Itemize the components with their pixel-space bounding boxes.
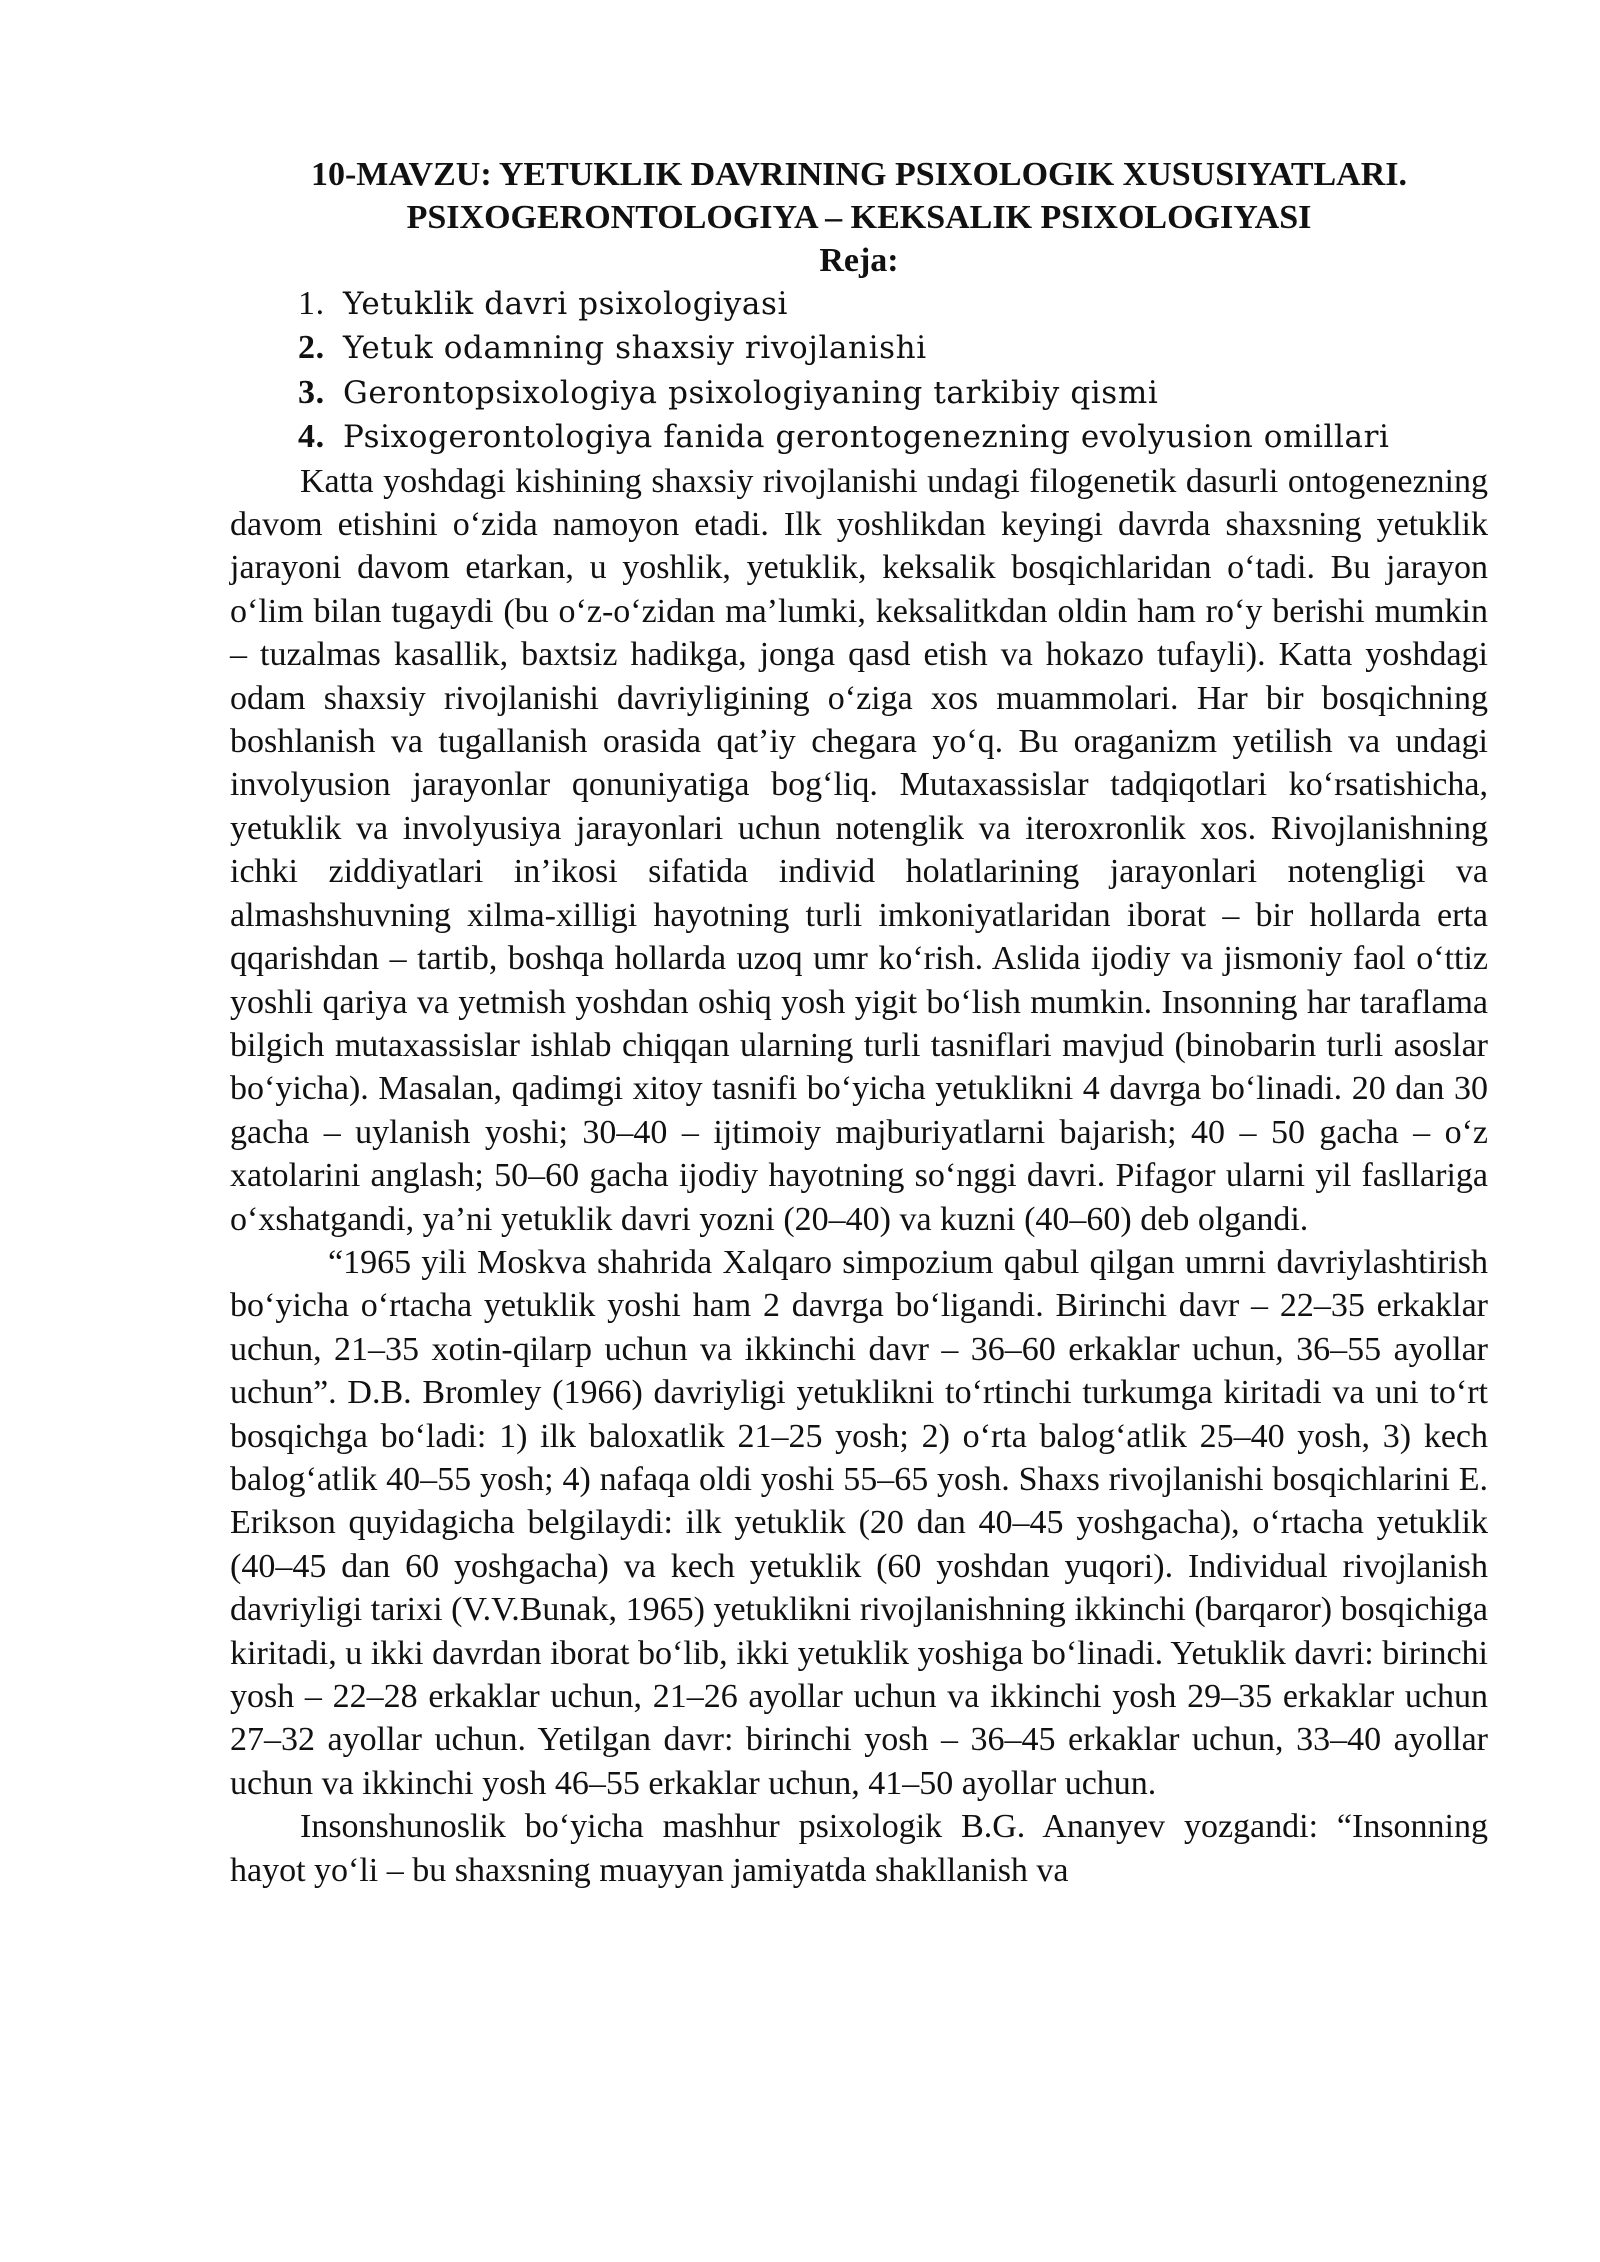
body-paragraph-3: Insonshunoslik bo‘yicha mashhur psixologik B.G. Ananyev yozgandi: “Insonning hayot yo‘li – bu shaxsning muayyan jamiyatda shakllanish va (230, 1808, 1488, 1889)
plan-item-text: Psixogerontologiya fanida gerontogenezning evolyusion omillari (343, 419, 1390, 456)
plan-item-number: 4. (298, 418, 325, 456)
plan-item-number: 1. (298, 285, 325, 322)
plan-item-4 (298, 415, 1488, 459)
title-line-2: PSIXOGERONTOLOGIYA – KEKSALIK PSIXOLOGIYASI (406, 199, 1312, 236)
plan-item-number: 2. (298, 329, 325, 367)
page-content (230, 153, 1488, 1892)
plan-item-number: 3. (298, 373, 325, 411)
plan-item-text: Gerontopsixologiya psixologiyaning tarkibiy qismi (343, 374, 1159, 411)
plan-heading: Reja: (819, 242, 899, 279)
plan-item-1 (298, 282, 1488, 326)
plan-item-text: Yetuklik davri psixologiyasi (343, 286, 788, 322)
plan-item-3 (298, 371, 1488, 415)
body-paragraph-2: “1965 yili Moskva shahrida Xalqaro simpozium qabul qilgan umrni davriylashtirish bo‘yicha o‘rtacha yetuklik yoshi ham 2 davrga bo‘ligandi. Birinchi davr – 22–35 erkaklar uchun, 21–35 xotin-qilarp uchun va ikkinchi davr – 36–60 erkaklar uchun, 36–55 ayollar uchun”. D.B. Bromley (1966) davriyligi yetuklikni to‘rtinchi turkumga kiritadi va uni to‘rt bosqichga bo‘ladi: 1) ilk baloxatlik 21–25 yosh; 2) o‘rta balog‘atlik 25–40 yosh, 3) kech balog‘atlik 40–55 yosh; 4) nafaqa oldi yoshi 55–65 yosh. Shaxs rivojlanishi bosqichlarini E. Erikson quyidagicha belgilaydi: ilk yetuklik (20 dan 40–45 yoshgacha), o‘rtacha yetuklik (40–45 dan 60 yoshgacha) va kech yetuklik (60 yoshdan yuqori). Individual rivojlanish davriyligi tarixi (V.V.Bunak, 1965) yetuklikni rivojlanishning ikkinchi (barqaror) bosqichiga kiritadi, u ikki davrdan iborat bo‘lib, ikki yetuklik yoshiga bo‘linadi. Yetuklik davri: birinchi yosh – 22–28 erkaklar uchun, 21–26 ayollar uchun va ikkinchi yosh 29–35 erkaklar uchun 27–32 ayollar uchun. Yetilgan davr: birinchi yosh – 36–45 erkaklar uchun, 33–40 ayollar uchun va ikkinchi yosh 46–55 erkaklar uchun, 41–50 ayollar uchun. (230, 1243, 1488, 1802)
body-paragraph-1: Katta yoshdagi kishining shaxsiy rivojlanishi undagi filogenetik dasurli ontogenezning davom etishini o‘zida namoyon etadi. Ilk yoshlikdan keyingi davrda shaxsning yetuklik jarayoni davom etarkan, u yoshlik, yetuklik, keksalik bosqichlaridan o‘tadi. Bu jarayon o‘lim bilan tugaydi (bu o‘z-o‘zidan ma’lumki, keksalitkdan oldin ham ro‘y berishi mumkin – tuzalmas kasallik, baxtsiz hadikga, jonga qasd etish va hokazo tufayli). Katta yoshdagi odam shaxsiy rivojlanishi davriyligining o‘ziga xos muammolari. Har bir bosqichning boshlanish va tugallanish orasida qat’iy chegara yo‘q. Bu oraganizm yetilish va undagi involyusion jarayonlar qonuniyatiga bog‘liq. Mutaxassislar tadqiqotlari ko‘rsatishicha, yetuklik va involyusiya jarayonlari uchun notenglik va iteroxronlik xos. Rivojlanishning ichki ziddiyatlari in’ikosi sifatida individ holatlarining jarayonlari notengligi va almashshuvning xilma-xilligi hayotning turli imkoniyatlaridan iborat – bir hollarda erta qqarishdan – tartib, boshqa hollarda uzoq umr ko‘rish. Aslida ijodiy va jismoniy faol o‘ttiz yoshli qariya va yetmish yoshdan oshiq yosh yigit bo‘lish mumkin. Insonning har taraflama bilgich mutaxassislar ishlab chiqqan ularning turli tasniflari mavjud (binobarin turli asoslar bo‘yicha). Masalan, qadimgi xitoy tasnifi bo‘yicha yetuklikni 4 davrga bo‘linadi. 20 dan 30 gacha – uylanish yoshi; 30–40 – ijtimoiy majburiyatlarni bajarish; 40 – 50 gacha – o‘z xatolarini anglash; 50–60 gacha ijodiy hayotning so‘nggi davri. Pifagor ularni yil fasllariga o‘xshatgandi, ya’ni yetuklik davri yozni (20–40) va kuzni (40–60) deb olgandi. (230, 462, 1488, 1238)
plan-item-2 (298, 326, 1488, 370)
title-line-1: 10-MAVZU: YETUKLIK DAVRINING PSIXOLOGIK XUSUSIYATLARI. (310, 156, 1408, 193)
plan-item-text: Yetuk odamning shaxsiy rivojlanishi (343, 330, 927, 367)
page-title (230, 153, 1488, 282)
plan-list (230, 282, 1488, 460)
